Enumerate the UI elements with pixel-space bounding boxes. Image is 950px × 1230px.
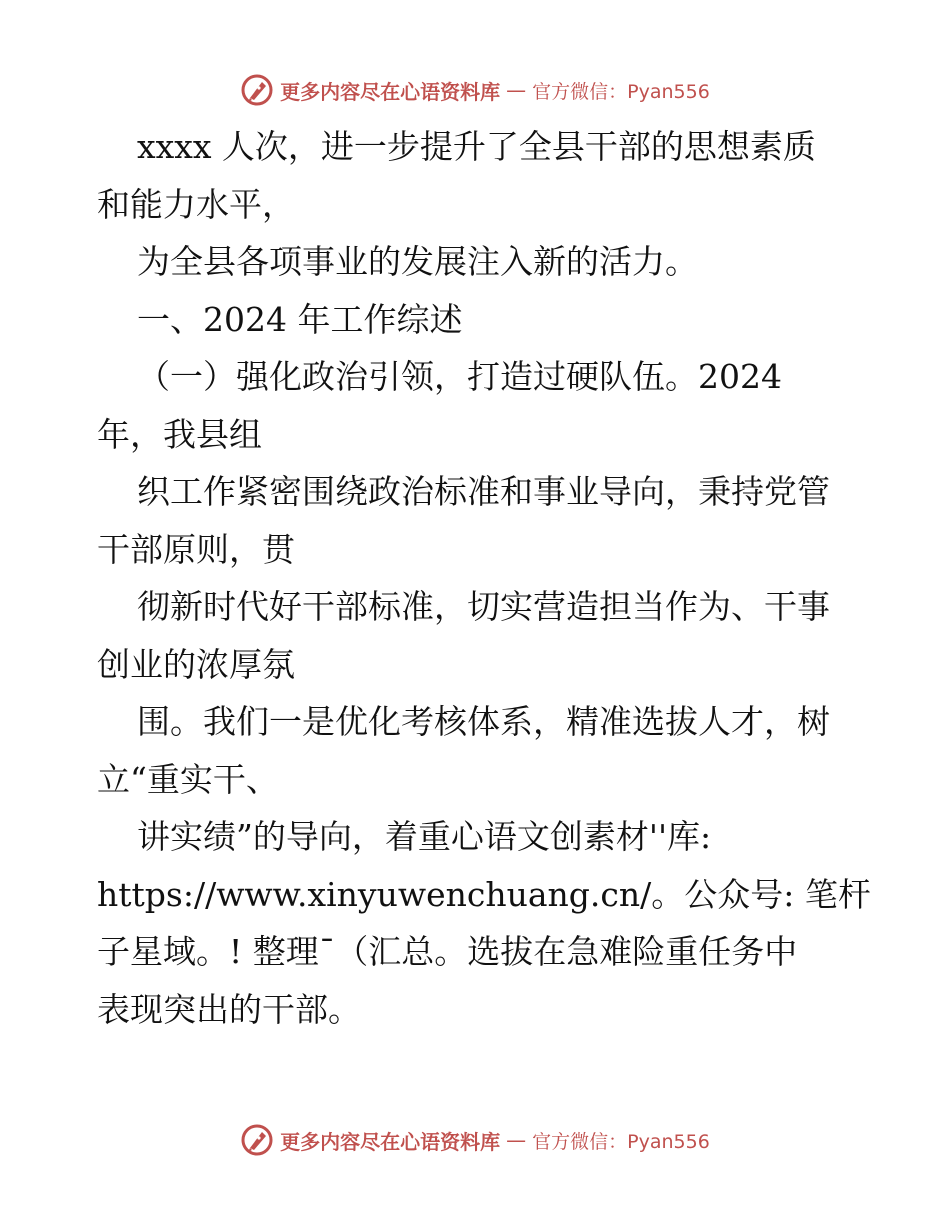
body-line: 表现突出的干部。 [97, 989, 361, 1029]
pen-nib-logo-icon [240, 1123, 274, 1157]
header-banner [0, 70, 950, 110]
document-body [97, 118, 871, 1038]
body-line: 织工作紧密围绕政治标准和事业导向，秉持党管 [137, 472, 830, 511]
body-line: https://www.xinyuwenchuang.cn/。公众号: 笔杆 [97, 874, 871, 914]
body-line: 彻新时代好干部标准，切实营造担当作为、干事 [137, 587, 830, 626]
body-line: 子星域。! 整理¯（汇总。选拔在急难险重任务中 [97, 932, 798, 971]
body-line: 年，我县组 [97, 414, 262, 454]
body-line: xxxx 人次，进一步提升了全县干部的思想素质 [137, 127, 816, 166]
banner-contact-text: 官方微信：Pyan556 [532, 80, 710, 103]
body-line: 立“重实干、 [97, 759, 279, 799]
body-line: 创业的浓厚氛 [97, 644, 295, 684]
body-line: 为全县各项事业的发展注入新的活力。 [137, 242, 698, 281]
banner-separator: — [506, 1128, 527, 1152]
body-line: 讲实绩”的导向，着重心语文创素材''库: [137, 817, 712, 856]
banner-separator: — [506, 78, 527, 102]
body-line: 干部原则，贯 [97, 529, 295, 569]
banner-contact-text: 官方微信：Pyan556 [532, 1130, 710, 1153]
body-line: 围。我们一是优化考核体系，精准选拔人才，树 [137, 702, 830, 741]
banner-site-text: 更多内容尽在心语资料库 [280, 79, 501, 104]
footer-banner [0, 1120, 950, 1160]
section-heading: 一、2024 年工作综述 [137, 299, 463, 339]
pen-nib-logo-icon [240, 73, 274, 107]
banner-site-text: 更多内容尽在心语资料库 [280, 1129, 501, 1154]
subsection-heading: （一）强化政治引领，打造过硬队伍。2024 [137, 357, 782, 396]
body-line: 和能力水平， [97, 184, 295, 224]
